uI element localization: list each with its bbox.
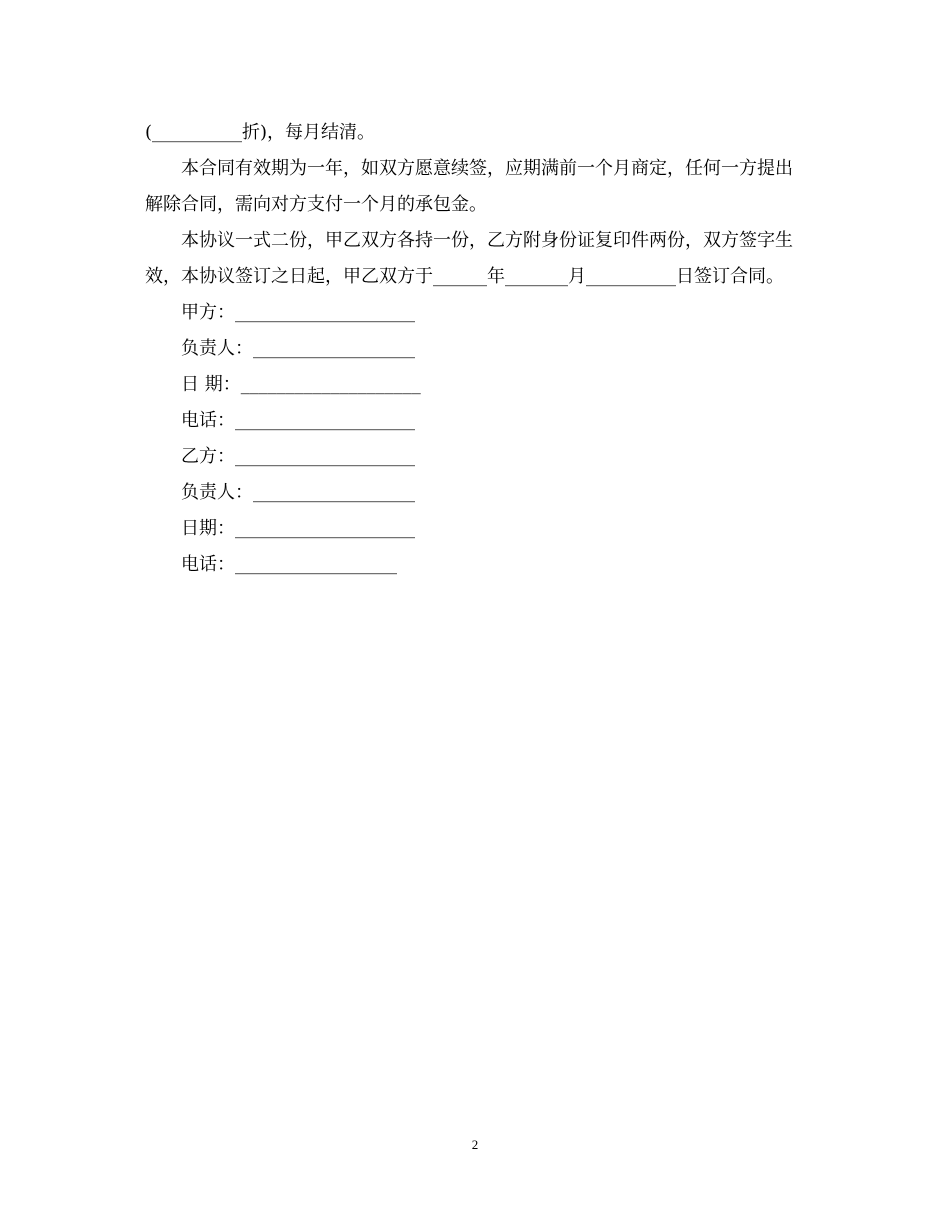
page-number: 2 bbox=[471, 1137, 479, 1152]
signature-block bbox=[145, 295, 805, 583]
party-b-line: 乙方：____________________ bbox=[181, 446, 415, 467]
party-b-responsible-line: 负责人：__________________ bbox=[181, 482, 415, 503]
party-b-phone-line: 电话：__________________ bbox=[181, 554, 397, 575]
party-b-date-line: 日期：____________________ bbox=[181, 518, 415, 539]
party-a-date-line: 日 期：____________________ bbox=[181, 374, 421, 395]
party-a-responsible-line: 负责人：__________________ bbox=[181, 338, 415, 359]
document-body bbox=[145, 115, 805, 583]
party-a-phone-line: 电话：____________________ bbox=[181, 410, 415, 431]
paragraph-discount-settlement: (__________折)，每月结清。 bbox=[145, 122, 376, 143]
paragraph-validity-term: 本合同有效期为一年，如双方愿意续签，应期满前一个月商定，任何一方提出解除合同，需向对方支付一个月的承包金。 bbox=[145, 158, 793, 215]
paragraph-copies-signing: 本协议一式二份，甲乙双方各持一份，乙方附身份证复印件两份，双方签字生效，本协议签订之日起，甲乙双方于______年_______月__________日签订合同。 bbox=[145, 230, 793, 287]
party-a-line: 甲方：____________________ bbox=[181, 302, 415, 323]
